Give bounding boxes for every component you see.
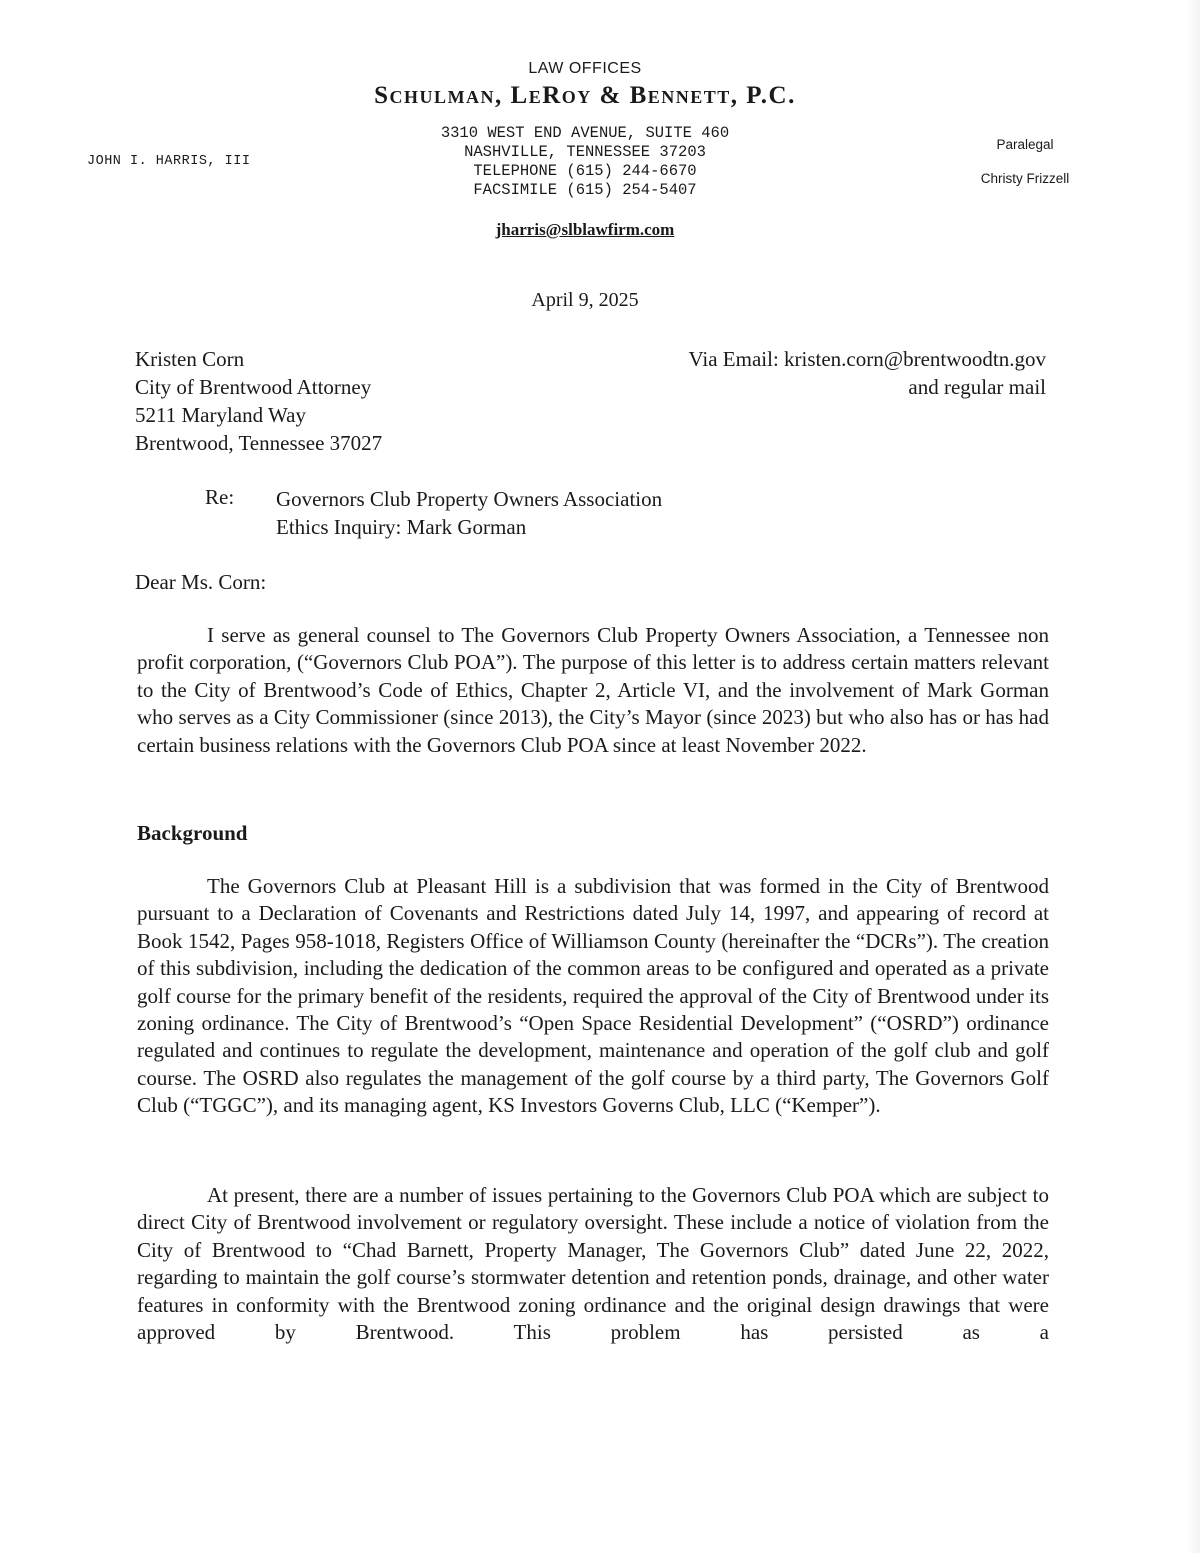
re-subject-line: Ethics Inquiry: Mark Gorman xyxy=(276,515,527,539)
re-subject xyxy=(276,485,662,541)
paragraph-text: I serve as general counsel to The Governors Club Property Owners Association, a Tennessee non profit corporation, (“Governors Club POA”). The purpose of this letter is to address certain matters relevant to the City of Brentwood’s Code of Ethics, Chapter 2, Article VI, and the involvement of Mark Gorman who serves as a City Commissioner (since 2013), the City’s Mayor (since 2023) but who also has or has had certain business relations with the Governors Club POA since at least November 2022. xyxy=(137,623,1049,757)
delivery-method xyxy=(688,345,1046,401)
body-paragraph xyxy=(137,873,1049,1120)
recipient-name: Kristen Corn xyxy=(135,347,245,371)
salutation: Dear Ms. Corn: xyxy=(135,570,267,594)
delivery-mail: and regular mail xyxy=(908,375,1046,399)
paragraph-text: At present, there are a number of issues pertaining to the Governors Club POA which are subject to direct City of Brentwood involvement or regulatory oversight. These include a notice of violation from the City of Brentwood to “Chad Barnett, Property Manager, The Governors Club” dated June 22, 2022, regarding to maintain the golf course’s stormwater detention and retention ponds, drainage, and other water features in conformity with the Brentwood zoning ordinance and the original design drawings that were approved by Brentwood. This problem has persisted as a xyxy=(137,1183,1049,1345)
facsimile-line: FACSIMILE (615) 254-5407 xyxy=(473,181,697,199)
letterhead-label: LAW OFFICES xyxy=(528,60,642,77)
re-subject-line: Governors Club Property Owners Association xyxy=(276,487,663,511)
paragraph-text: The Governors Club at Pleasant Hill is a subdivision that was formed in the City of Brentwood pursuant to a Declaration of Covenants and Restrictions dated July 14, 1997, and appearing of record at Book 1542, Pages 958-1018, Registers Office of Williamson County (hereinafter the “DCRs”). The creation of this subdivision, including the dedication of the common areas to be configured and operated as a private golf course for the primary benefit of the residents, required the approval of the City of Brentwood under its zoning ordinance. The City of Brentwood’s “Open Space Residential Development” (“OSRD”) ordinance regulated and continues to regulate the development, maintenance and operation of the golf club and golf course. The OSRD also regulates the management of the golf course by a third party, The Governors Golf Club (“TGGC”), and its managing agent, KS Investors Governs Club, LLC (“Kemper”). xyxy=(137,874,1049,1118)
paralegal-title: Paralegal xyxy=(996,137,1054,152)
firm-name: Schulman, LeRoy & Bennett, P.C. xyxy=(374,82,796,109)
body-paragraph xyxy=(137,622,1049,759)
address-line: 3310 WEST END AVENUE, SUITE 460 xyxy=(440,124,730,142)
scan-edge-shadow xyxy=(1186,0,1200,1553)
re-label: Re: xyxy=(205,485,235,509)
recipient-title: City of Brentwood Attorney xyxy=(135,375,372,399)
recipient-street: 5211 Maryland Way xyxy=(135,403,306,427)
address-line: NASHVILLE, TENNESSEE 37203 xyxy=(464,143,706,161)
delivery-email: Via Email: kristen.corn@brentwoodtn.gov xyxy=(688,347,1046,371)
body-paragraph xyxy=(137,1182,1049,1346)
paralegal-name: Christy Frizzell xyxy=(980,171,1070,186)
letter-date: April 9, 2025 xyxy=(531,289,639,311)
attorney-email-link[interactable]: jharris@slblawfirm.com xyxy=(495,220,675,239)
telephone-line: TELEPHONE (615) 244-6670 xyxy=(473,162,697,180)
recipient-city: Brentwood, Tennessee 37027 xyxy=(135,431,383,455)
attorney-name: JOHN I. HARRIS, III xyxy=(87,154,251,169)
section-heading: Background xyxy=(137,821,248,845)
recipient-address xyxy=(135,345,382,457)
